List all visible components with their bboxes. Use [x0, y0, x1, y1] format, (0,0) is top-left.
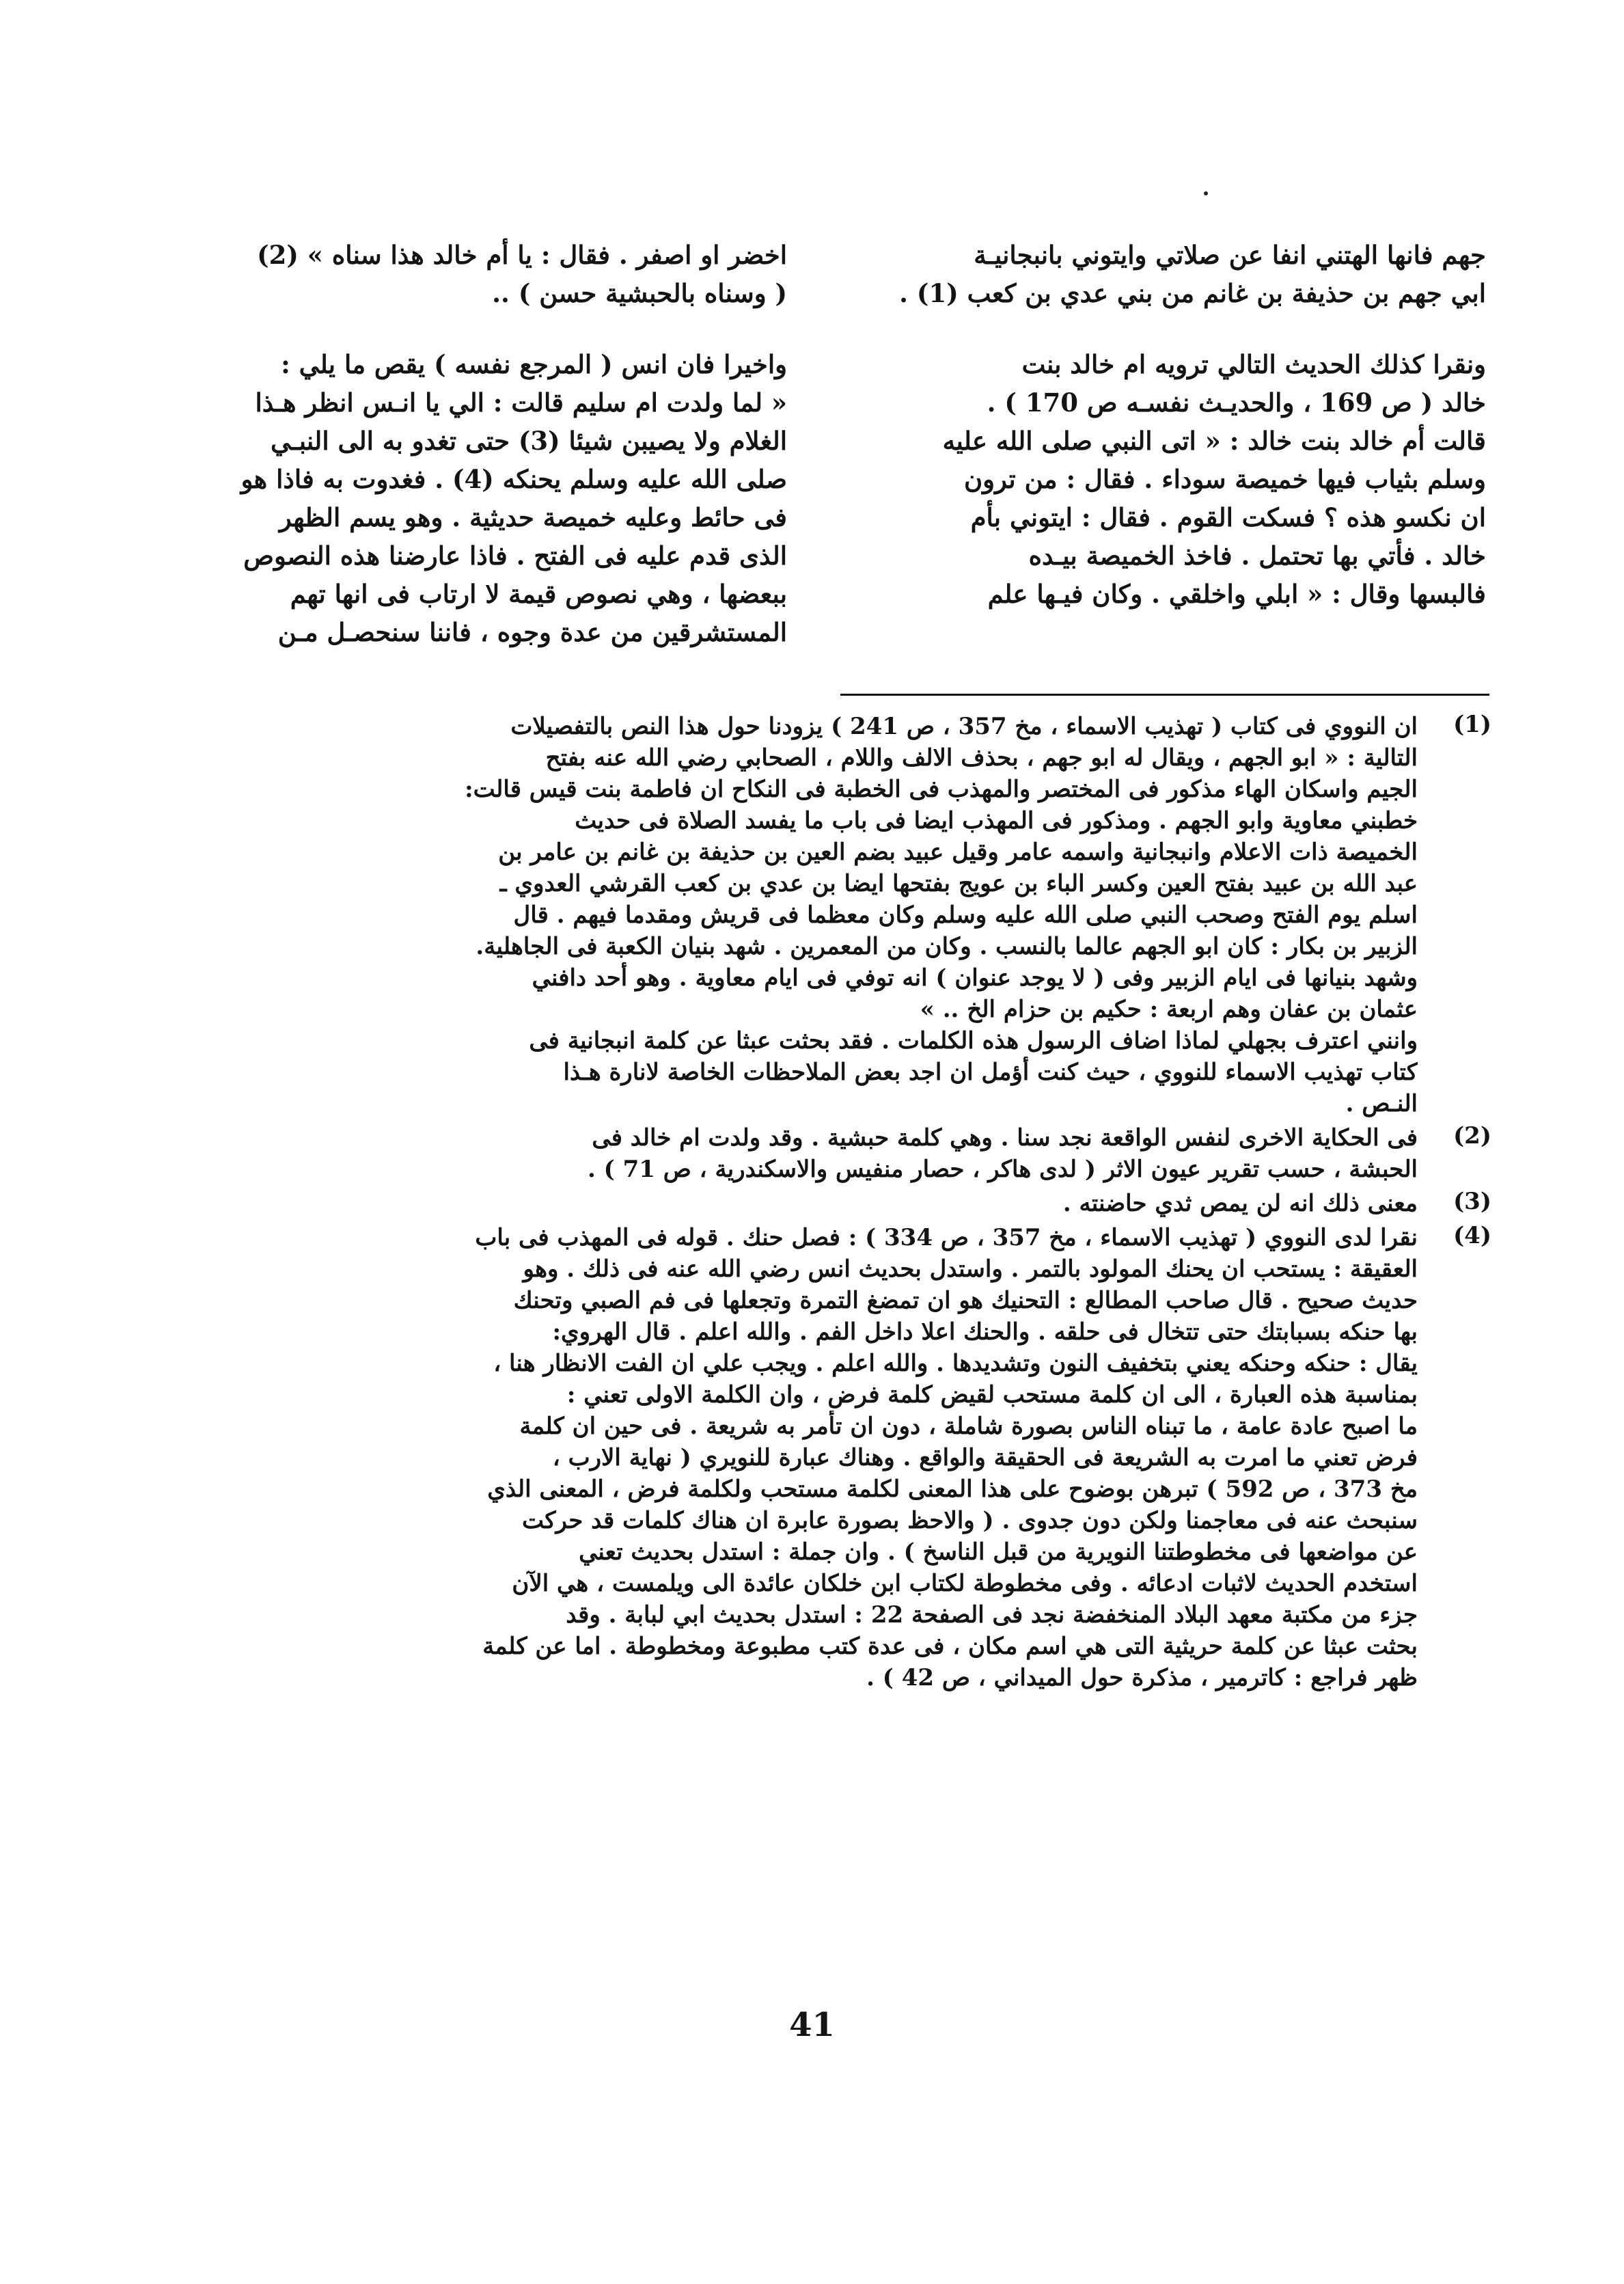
footnote-line: وانني اعترف بجهلي لماذا اضاف الرسول هذه الكلمات . فقد بحثت عبثا عن كلمة انبجانية فى — [529, 1027, 1418, 1055]
page-number: 41 — [789, 2006, 835, 2044]
footnote-line: جزء من مكتبة معهد البلاد المنخفضة نجد فى الصفحة 22 : استدل بحديث ابي لبابة . وقد — [566, 1601, 1418, 1629]
footnotes — [181, 711, 1500, 1696]
text-line: ان نكسو هذه ؟ فسكت القوم . فقال : ايتوني بأم — [970, 502, 1486, 532]
text-line: قالت أم خالد بنت خالد : « اتى النبي صلى الله عليه — [942, 426, 1486, 456]
footnote-line: ما اصبح عادة عامة ، ما تبناه الناس بصورة شاملة ، دون ان تأمر به شريعة . فى حين ان كلمة — [519, 1413, 1418, 1440]
footnote-number: (3) — [1453, 1188, 1491, 1215]
text-line: فى حائط وعليه خميصة حديثية . وهو يسم الظهر — [279, 502, 787, 532]
left-column — [152, 236, 787, 651]
text-line: صلى الله عليه وسلم يحنكه (4) . فغدوت به فاذا هو — [240, 464, 787, 494]
footnote-line: مخ 373 ، ص 592 ) تبرهن بوضوح على هذا المعنى لكلمة مستحب ولكلمة فرض ، المعنى الذي — [487, 1476, 1418, 1503]
text-line: وسلم بثياب فيها خميصة سوداء . فقال : من ترون — [963, 464, 1486, 494]
footnote-line: كتاب تهذيب الاسماء للنووي ، حيث كنت أؤمل ان اجد بعض الملاحظات الخاصة لانارة هـذا — [563, 1059, 1418, 1086]
paragraph — [152, 236, 787, 312]
footnote-line: وشهد بنيانها فى ايام الزبير وفى ( لا يوجد عنوان ) انه توفي فى ايام معاوية . وهو أحد دافني — [532, 964, 1418, 992]
footnote-separator — [840, 694, 1489, 696]
footnote-line: الحبشة ، حسب تقرير عيون الاثر ( لدى هاكر ، حصار منفيس والاسكندرية ، ص 71 ) . — [587, 1156, 1418, 1183]
footnote-line: الخميصة ذات الاعلام وانبجانية واسمه عامر وقيل عبيد بضم العين بن حذيفة بن غانم بن عامر بن — [498, 839, 1418, 866]
footnote-line: خطبني معاوية وابو الجهم . ومذكور فى المهذب ايضا فى باب ما يفسد الصلاة فى حديث — [575, 807, 1418, 834]
footnote-line: يقال : حنكه وحنكه يعني بتخفيف النون وتشديدها . والله اعلم . ويجب علي ان الفت الانظار هنا ، — [493, 1350, 1418, 1377]
footnote-line: حديث صحيح . قال صاحب المطالع : التحنيك هو ان تمضغ التمرة وتجعلها فى فم الصبي وتحنك — [513, 1287, 1418, 1314]
paragraph — [152, 345, 787, 651]
footnote-number: (4) — [1453, 1222, 1491, 1249]
text-line: خالد ( ص 169 ، والحديـث نفسـه ص 170 ) . — [987, 388, 1486, 418]
footnote-line: سنبحث عنه فى معاجمنا ولكن دون جدوى . ( والاحظ بصورة عابرة ان هناك كلمات قد حركت — [521, 1507, 1418, 1534]
footnote-line: ان النووي فى كتاب ( تهذيب الاسماء ، مخ 357 ، ص 241 ) يزودنا حول هذا النص بالتفصيلات — [510, 713, 1418, 740]
right-column — [847, 236, 1486, 613]
text-line: ابي جهم بن حذيفة بن غانم من بني عدي بن كعب (1) . — [899, 278, 1486, 308]
footnote-line: الزبير بن بكار : كان ابو الجهم عالما بالنسب . وكان من المعمرين . شهد بنيان الكعبة فى الجاهلية. — [476, 933, 1418, 960]
paragraph — [847, 345, 1486, 613]
text-line: ببعضها ، وهي نصوص قيمة لا ارتاب فى انها تهم — [290, 579, 787, 609]
text-line: اخضر او اصفر . فقال : يا أم خالد هذا سناه » (2) — [257, 240, 787, 270]
footnote — [181, 1122, 1500, 1185]
text-line: واخيرا فان انس ( المرجع نفسه ) يقص ما يلي : — [281, 349, 787, 379]
text-line: « لما ولدت ام سليم قالت : الي يا انـس انظر هـذا — [255, 388, 787, 418]
footnote-line: بمناسبة هذه العبارة ، الى ان كلمة مستحب لقيض كلمة فرض ، وان الكلمة الاولى تعني : — [566, 1381, 1418, 1409]
footnote-line: معنى ذلك انه لن يمص ثدي حاضنته . — [1062, 1190, 1418, 1217]
footnote-number: (1) — [1453, 711, 1491, 738]
footnote-line: نقرا لدى النووي ( تهذيب الاسماء ، مخ 357 ، ص 334 ) : فصل حنك . قوله فى المهذب فى باب — [475, 1224, 1418, 1251]
footnote-line: عثمان بن عفان وهم اربعة : حكيم بن حزام الخ .. » — [920, 996, 1418, 1023]
text-line: خالد . فأتي بها تحتمل . فاخذ الخميصة بيـده — [1028, 541, 1486, 571]
footnote-line: بها حنكه بسبابتك حتى تتخال فى حلقه . والحنك اعلا داخل الفم . والله اعلم . قال الهروي: — [552, 1318, 1418, 1346]
footnote-line: استخدم الحديث لاثبات ادعائه . وفى مخطوطة لكتاب ابن خلكان عائدة الى ويلمست ، هي الآن — [512, 1570, 1418, 1597]
text-line: الغلام ولا يصيبن شيئا (3) حتى تغدو به الى النبـي — [271, 426, 787, 456]
text-line: جهم فانها الهتني انفا عن صلاتي وايتوني بانبجانيـة — [974, 240, 1486, 270]
footnote-line: النـص . — [1345, 1090, 1418, 1117]
text-line: ونقرا كذلك الحديث التالي ترويه ام خالد بنت — [1021, 349, 1486, 379]
footnote-line: العقيقة : يستحب ان يحنك المولود بالتمر . واستدل بحديث انس رضي الله عنه فى ذلك . وهو — [523, 1255, 1418, 1283]
footnote-line: بحثت عبثا عن كلمة حريثية التى هي اسم مكان ، فى عدة كتب مطبوعة ومخطوطة . اما عن كلمة — [482, 1633, 1418, 1660]
footnote-line: فى الحكاية الاخرى لنفس الواقعة نجد سنا . وهي كلمة حبشية . وقد ولدت ام خالد فى — [592, 1124, 1418, 1152]
paragraph — [847, 236, 1486, 312]
footnote — [181, 1222, 1500, 1694]
text-line: ( وسناه بالحبشية حسن ) .. — [492, 278, 787, 308]
footnote-number: (2) — [1453, 1122, 1491, 1150]
text-line: الذى قدم عليه فى الفتح . فاذا عارضنا هذه النصوص — [243, 541, 787, 571]
footnote-line: عبد الله بن عبيد بفتح العين وكسر الباء بن عويج بفتحها ايضا بن عدي بن كعب القرشي العدوي ـ — [499, 870, 1418, 897]
scan-speck — [1204, 191, 1208, 195]
footnote-line: ظهر فراجع : كاترمير ، مذكرة حول الميداني ، ص 42 ) . — [866, 1664, 1418, 1691]
footnote — [181, 1188, 1500, 1219]
footnote — [181, 711, 1500, 1119]
text-line: المستشرقين من عدة وجوه ، فاننا سنحصـل مـن — [277, 617, 787, 647]
footnote-line: التالية : « ابو الجهم ، ويقال له ابو جهم ، بحذف الالف واللام ، الصحابي رضي الله عنه بفتح — [545, 744, 1418, 772]
footnote-line: فرض تعني ما امرت به الشريعة فى الحقيقة والواقع . وهناك عبارة للنويري ( نهاية الارب ، — [552, 1444, 1418, 1471]
footnote-line: اسلم يوم الفتح وصحب النبي صلى الله عليه وسلم وكان معظما فى قريش ومقدما فيهم . قال — [513, 901, 1418, 929]
footnote-line: الجيم واسكان الهاء مذكور فى المختصر والمهذب فى الخطبة فى النكاح ان فاطمة بنت قيس قالت: — [465, 776, 1418, 803]
text-line: فالبسها وقال : « ابلي واخلقي . وكان فيـها علم — [987, 579, 1486, 609]
footnote-line: عن مواضعها فى مخطوطتنا النويرية من قبل الناسخ ) . وان جملة : استدل بحديث تعني — [579, 1538, 1418, 1566]
